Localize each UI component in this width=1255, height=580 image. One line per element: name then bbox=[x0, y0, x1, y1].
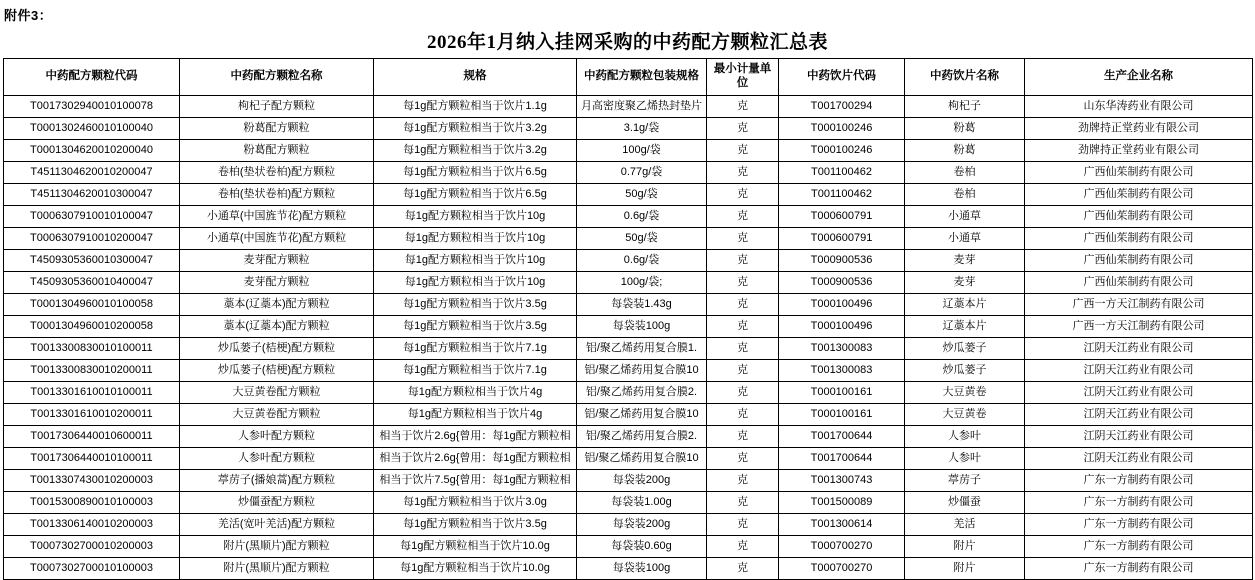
cell-product-name: 附片(黑顺片)配方颗粒 bbox=[180, 558, 374, 580]
cell-product-code: T4509305360010300047 bbox=[4, 250, 180, 272]
cell-spec: 每1g配方颗粒相当于饮片3.5g bbox=[374, 294, 577, 316]
table-row bbox=[4, 250, 1253, 272]
table-row bbox=[4, 184, 1253, 206]
cell-product-name: 麦芽配方颗粒 bbox=[180, 250, 374, 272]
cell-unit: 克 bbox=[707, 514, 779, 536]
cell-decoction-code: T001300083 bbox=[779, 338, 905, 360]
cell-decoction-code: T000700270 bbox=[779, 558, 905, 580]
cell-decoction-code: T001300743 bbox=[779, 470, 905, 492]
cell-unit: 克 bbox=[707, 448, 779, 470]
cell-manufacturer: 江阴天江药业有限公司 bbox=[1025, 338, 1253, 360]
table-body bbox=[4, 96, 1253, 580]
cell-product-code: T0001302460010100040 bbox=[4, 118, 180, 140]
cell-spec: 每1g配方颗粒相当于饮片7.1g bbox=[374, 338, 577, 360]
cell-package-spec: 铝/聚乙烯药用复合膜10 bbox=[577, 448, 707, 470]
cell-decoction-name: 小通草 bbox=[905, 206, 1025, 228]
cell-unit: 克 bbox=[707, 96, 779, 118]
cell-product-name: 大豆黄卷配方颗粒 bbox=[180, 404, 374, 426]
cell-decoction-name: 麦芽 bbox=[905, 272, 1025, 294]
cell-package-spec: 每袋装100g bbox=[577, 316, 707, 338]
cell-product-code: T0001304620010200040 bbox=[4, 140, 180, 162]
cell-decoction-code: T000900536 bbox=[779, 272, 905, 294]
cell-decoction-name: 羌活 bbox=[905, 514, 1025, 536]
cell-decoction-name: 人参叶 bbox=[905, 426, 1025, 448]
cell-package-spec: 铝/聚乙烯药用复合膜10 bbox=[577, 404, 707, 426]
cell-package-spec: 每袋装0.60g bbox=[577, 536, 707, 558]
cell-decoction-name: 炒瓜蒌子 bbox=[905, 338, 1025, 360]
cell-product-code: T0013301610010100011 bbox=[4, 382, 180, 404]
cell-package-spec: 3.1g/袋 bbox=[577, 118, 707, 140]
attachment-label: 附件3： bbox=[4, 8, 53, 23]
cell-manufacturer: 广东一方制药有限公司 bbox=[1025, 536, 1253, 558]
cell-product-name: 葶苈子(播娘蒿)配方颗粒 bbox=[180, 470, 374, 492]
cell-unit: 克 bbox=[707, 206, 779, 228]
cell-product-name: 羌活(宽叶羌活)配方颗粒 bbox=[180, 514, 374, 536]
page-title: 2026年1月纳入挂网采购的中药配方颗粒汇总表 bbox=[426, 32, 828, 53]
cell-product-code: T0013306140010200003 bbox=[4, 514, 180, 536]
cell-spec: 每1g配方颗粒相当于饮片3.5g bbox=[374, 514, 577, 536]
cell-manufacturer: 广西仙茱制药有限公司 bbox=[1025, 206, 1253, 228]
cell-product-code: T4509305360010400047 bbox=[4, 272, 180, 294]
cell-product-code: T4511304620010300047 bbox=[4, 184, 180, 206]
cell-product-name: 附片(黑顺片)配方颗粒 bbox=[180, 536, 374, 558]
cell-unit: 克 bbox=[707, 492, 779, 514]
cell-decoction-name: 葶苈子 bbox=[905, 470, 1025, 492]
cell-decoction-code: T001700644 bbox=[779, 426, 905, 448]
cell-spec: 相当于饮片2.6g{曾用：每1g配方颗粒相 bbox=[374, 448, 577, 470]
cell-spec: 相当于饮片7.5g{曾用：每1g配方颗粒相 bbox=[374, 470, 577, 492]
cell-package-spec: 0.6g/袋 bbox=[577, 250, 707, 272]
cell-decoction-code: T000100161 bbox=[779, 404, 905, 426]
cell-manufacturer: 劲牌持正堂药业有限公司 bbox=[1025, 118, 1253, 140]
column-header-unit: 最小计量单位 bbox=[707, 59, 779, 96]
cell-manufacturer: 广西一方天江制药有限公司 bbox=[1025, 294, 1253, 316]
cell-decoction-code: T001300083 bbox=[779, 360, 905, 382]
table-row bbox=[4, 96, 1253, 118]
cell-decoction-code: T000600791 bbox=[779, 206, 905, 228]
cell-decoction-code: T001700294 bbox=[779, 96, 905, 118]
cell-spec: 每1g配方颗粒相当于饮片3.5g bbox=[374, 316, 577, 338]
cell-spec: 每1g配方颗粒相当于饮片4g bbox=[374, 382, 577, 404]
cell-spec: 相当于饮片2.6g{曾用：每1g配方颗粒相 bbox=[374, 426, 577, 448]
cell-package-spec: 铝/聚乙烯药用复合膜1. bbox=[577, 338, 707, 360]
cell-decoction-code: T000100161 bbox=[779, 382, 905, 404]
table-row bbox=[4, 162, 1253, 184]
cell-unit: 克 bbox=[707, 470, 779, 492]
cell-decoction-code: T001700644 bbox=[779, 448, 905, 470]
cell-decoction-code: T001100462 bbox=[779, 162, 905, 184]
cell-spec: 每1g配方颗粒相当于饮片4g bbox=[374, 404, 577, 426]
cell-product-code: T0013307430010200003 bbox=[4, 470, 180, 492]
cell-product-code: T0013301610010200011 bbox=[4, 404, 180, 426]
cell-product-name: 麦芽配方颗粒 bbox=[180, 272, 374, 294]
cell-manufacturer: 江阴天江药业有限公司 bbox=[1025, 382, 1253, 404]
cell-spec: 每1g配方颗粒相当于饮片10.0g bbox=[374, 536, 577, 558]
cell-decoction-name: 辽藁本片 bbox=[905, 294, 1025, 316]
cell-decoction-name: 卷柏 bbox=[905, 184, 1025, 206]
cell-unit: 克 bbox=[707, 404, 779, 426]
cell-manufacturer: 江阴天江药业有限公司 bbox=[1025, 448, 1253, 470]
cell-decoction-code: T001300614 bbox=[779, 514, 905, 536]
column-header-spec: 规格 bbox=[374, 59, 577, 96]
cell-manufacturer: 江阴天江药业有限公司 bbox=[1025, 404, 1253, 426]
cell-manufacturer: 江阴天江药业有限公司 bbox=[1025, 426, 1253, 448]
cell-unit: 克 bbox=[707, 316, 779, 338]
cell-package-spec: 每袋装1.43g bbox=[577, 294, 707, 316]
cell-product-code: T0017306440010100011 bbox=[4, 448, 180, 470]
table-row bbox=[4, 492, 1253, 514]
cell-manufacturer: 江阴天江药业有限公司 bbox=[1025, 360, 1253, 382]
cell-manufacturer: 山东华涛药业有限公司 bbox=[1025, 96, 1253, 118]
cell-package-spec: 每袋装100g bbox=[577, 558, 707, 580]
cell-package-spec: 50g/袋 bbox=[577, 184, 707, 206]
cell-decoction-name: 卷柏 bbox=[905, 162, 1025, 184]
cell-unit: 克 bbox=[707, 184, 779, 206]
cell-decoction-code: T000900536 bbox=[779, 250, 905, 272]
table-row bbox=[4, 382, 1253, 404]
cell-package-spec: 铝/聚乙烯药用复合膜2. bbox=[577, 426, 707, 448]
cell-product-code: T0006307910010100047 bbox=[4, 206, 180, 228]
table-row bbox=[4, 514, 1253, 536]
cell-product-name: 炒瓜蒌子(桔梗)配方颗粒 bbox=[180, 360, 374, 382]
cell-unit: 克 bbox=[707, 558, 779, 580]
cell-product-name: 炒瓜蒌子(桔梗)配方颗粒 bbox=[180, 338, 374, 360]
cell-spec: 每1g配方颗粒相当于饮片10g bbox=[374, 272, 577, 294]
cell-product-name: 人参叶配方颗粒 bbox=[180, 448, 374, 470]
cell-decoction-name: 辽藁本片 bbox=[905, 316, 1025, 338]
cell-manufacturer: 广西仙茱制药有限公司 bbox=[1025, 250, 1253, 272]
table-header-row bbox=[4, 59, 1253, 96]
cell-manufacturer: 广东一方制药有限公司 bbox=[1025, 470, 1253, 492]
cell-unit: 克 bbox=[707, 228, 779, 250]
cell-manufacturer: 广西仙茱制药有限公司 bbox=[1025, 228, 1253, 250]
cell-spec: 每1g配方颗粒相当于饮片10g bbox=[374, 206, 577, 228]
cell-product-code: T0001304960010200058 bbox=[4, 316, 180, 338]
table-row bbox=[4, 404, 1253, 426]
cell-unit: 克 bbox=[707, 536, 779, 558]
cell-manufacturer: 广东一方制药有限公司 bbox=[1025, 558, 1253, 580]
table-row bbox=[4, 426, 1253, 448]
cell-decoction-name: 粉葛 bbox=[905, 118, 1025, 140]
cell-product-name: 人参叶配方颗粒 bbox=[180, 426, 374, 448]
cell-product-code: T0001304960010100058 bbox=[4, 294, 180, 316]
cell-product-name: 枸杞子配方颗粒 bbox=[180, 96, 374, 118]
cell-product-name: 粉葛配方颗粒 bbox=[180, 140, 374, 162]
cell-decoction-code: T000100246 bbox=[779, 140, 905, 162]
cell-spec: 每1g配方颗粒相当于饮片6.5g bbox=[374, 184, 577, 206]
cell-product-code: T0013300830010100011 bbox=[4, 338, 180, 360]
cell-decoction-code: T000100246 bbox=[779, 118, 905, 140]
cell-product-name: 炒僵蚕配方颗粒 bbox=[180, 492, 374, 514]
cell-unit: 克 bbox=[707, 250, 779, 272]
cell-manufacturer: 广西一方天江制药有限公司 bbox=[1025, 316, 1253, 338]
cell-unit: 克 bbox=[707, 382, 779, 404]
cell-product-name: 卷柏(垫状卷柏)配方颗粒 bbox=[180, 184, 374, 206]
cell-spec: 每1g配方颗粒相当于饮片7.1g bbox=[374, 360, 577, 382]
cell-unit: 克 bbox=[707, 162, 779, 184]
table-row bbox=[4, 294, 1253, 316]
column-header-package-spec: 中药配方颗粒包装规格 bbox=[577, 59, 707, 96]
table-row bbox=[4, 470, 1253, 492]
cell-decoction-name: 小通草 bbox=[905, 228, 1025, 250]
cell-spec: 每1g配方颗粒相当于饮片10g bbox=[374, 228, 577, 250]
cell-package-spec: 每袋装200g bbox=[577, 470, 707, 492]
cell-package-spec: 0.77g/袋 bbox=[577, 162, 707, 184]
cell-product-name: 粉葛配方颗粒 bbox=[180, 118, 374, 140]
cell-spec: 每1g配方颗粒相当于饮片3.2g bbox=[374, 140, 577, 162]
cell-package-spec: 铝/聚乙烯药用复合膜2. bbox=[577, 382, 707, 404]
cell-product-name: 藁本(辽藁本)配方颗粒 bbox=[180, 294, 374, 316]
cell-manufacturer: 广东一方制药有限公司 bbox=[1025, 492, 1253, 514]
cell-manufacturer: 广西仙茱制药有限公司 bbox=[1025, 184, 1253, 206]
cell-product-code: T0015300890010100003 bbox=[4, 492, 180, 514]
cell-decoction-name: 大豆黄卷 bbox=[905, 404, 1025, 426]
table-row bbox=[4, 140, 1253, 162]
column-header-decoction-name: 中药饮片名称 bbox=[905, 59, 1025, 96]
cell-package-spec: 100g/袋 bbox=[577, 140, 707, 162]
cell-package-spec: 铝/聚乙烯药用复合膜10 bbox=[577, 360, 707, 382]
cell-spec: 每1g配方颗粒相当于饮片3.0g bbox=[374, 492, 577, 514]
cell-package-spec: 100g/袋; bbox=[577, 272, 707, 294]
table-row bbox=[4, 448, 1253, 470]
table-row bbox=[4, 536, 1253, 558]
cell-product-code: T0007302700010200003 bbox=[4, 536, 180, 558]
cell-package-spec: 0.6g/袋 bbox=[577, 206, 707, 228]
cell-decoction-code: T001500089 bbox=[779, 492, 905, 514]
cell-package-spec: 50g/袋 bbox=[577, 228, 707, 250]
cell-decoction-name: 枸杞子 bbox=[905, 96, 1025, 118]
cell-decoction-code: T000600791 bbox=[779, 228, 905, 250]
cell-decoction-name: 人参叶 bbox=[905, 448, 1025, 470]
cell-unit: 克 bbox=[707, 118, 779, 140]
cell-decoction-name: 麦芽 bbox=[905, 250, 1025, 272]
cell-decoction-name: 粉葛 bbox=[905, 140, 1025, 162]
cell-spec: 每1g配方颗粒相当于饮片3.2g bbox=[374, 118, 577, 140]
cell-decoction-name: 附片 bbox=[905, 536, 1025, 558]
cell-unit: 克 bbox=[707, 140, 779, 162]
catalog-table bbox=[3, 58, 1253, 580]
cell-product-code: T0007302700010100003 bbox=[4, 558, 180, 580]
table-row bbox=[4, 272, 1253, 294]
table-row bbox=[4, 558, 1253, 580]
cell-spec: 每1g配方颗粒相当于饮片1.1g bbox=[374, 96, 577, 118]
cell-manufacturer: 广西仙茱制药有限公司 bbox=[1025, 272, 1253, 294]
cell-product-name: 卷柏(垫状卷柏)配方颗粒 bbox=[180, 162, 374, 184]
cell-product-code: T0006307910010200047 bbox=[4, 228, 180, 250]
column-header-manufacturer: 生产企业名称 bbox=[1025, 59, 1253, 96]
cell-decoction-code: T000100496 bbox=[779, 294, 905, 316]
cell-product-code: T4511304620010200047 bbox=[4, 162, 180, 184]
cell-package-spec: 每袋装1.00g bbox=[577, 492, 707, 514]
cell-product-code: T0017306440010600011 bbox=[4, 426, 180, 448]
table-row bbox=[4, 360, 1253, 382]
column-header-product-name: 中药配方颗粒名称 bbox=[180, 59, 374, 96]
cell-decoction-name: 大豆黄卷 bbox=[905, 382, 1025, 404]
cell-spec: 每1g配方颗粒相当于饮片10g bbox=[374, 250, 577, 272]
cell-decoction-name: 炒僵蚕 bbox=[905, 492, 1025, 514]
table-row bbox=[4, 206, 1253, 228]
cell-product-name: 小通草(中国旌节花)配方颗粒 bbox=[180, 206, 374, 228]
table-row bbox=[4, 228, 1253, 250]
cell-product-code: T0013300830010200011 bbox=[4, 360, 180, 382]
cell-manufacturer: 广东一方制药有限公司 bbox=[1025, 514, 1253, 536]
cell-decoction-name: 附片 bbox=[905, 558, 1025, 580]
cell-manufacturer: 广西仙茱制药有限公司 bbox=[1025, 162, 1253, 184]
cell-decoction-code: T000700270 bbox=[779, 536, 905, 558]
table-row bbox=[4, 316, 1253, 338]
cell-product-name: 大豆黄卷配方颗粒 bbox=[180, 382, 374, 404]
cell-decoction-code: T001100462 bbox=[779, 184, 905, 206]
table-row bbox=[4, 338, 1253, 360]
cell-package-spec: 每袋装200g bbox=[577, 514, 707, 536]
cell-package-spec: 月高密度聚乙烯热封垫片 bbox=[577, 96, 707, 118]
cell-decoction-code: T000100496 bbox=[779, 316, 905, 338]
cell-unit: 克 bbox=[707, 338, 779, 360]
cell-spec: 每1g配方颗粒相当于饮片10.0g bbox=[374, 558, 577, 580]
cell-unit: 克 bbox=[707, 360, 779, 382]
cell-product-name: 藁本(辽藁本)配方颗粒 bbox=[180, 316, 374, 338]
cell-decoction-name: 炒瓜蒌子 bbox=[905, 360, 1025, 382]
cell-product-code: T0017302940010100078 bbox=[4, 96, 180, 118]
cell-unit: 克 bbox=[707, 294, 779, 316]
cell-unit: 克 bbox=[707, 426, 779, 448]
table-row bbox=[4, 118, 1253, 140]
cell-manufacturer: 劲牌持正堂药业有限公司 bbox=[1025, 140, 1253, 162]
column-header-decoction-code: 中药饮片代码 bbox=[779, 59, 905, 96]
cell-product-name: 小通草(中国旌节花)配方颗粒 bbox=[180, 228, 374, 250]
column-header-product-code: 中药配方颗粒代码 bbox=[4, 59, 180, 96]
cell-spec: 每1g配方颗粒相当于饮片6.5g bbox=[374, 162, 577, 184]
cell-unit: 克 bbox=[707, 272, 779, 294]
